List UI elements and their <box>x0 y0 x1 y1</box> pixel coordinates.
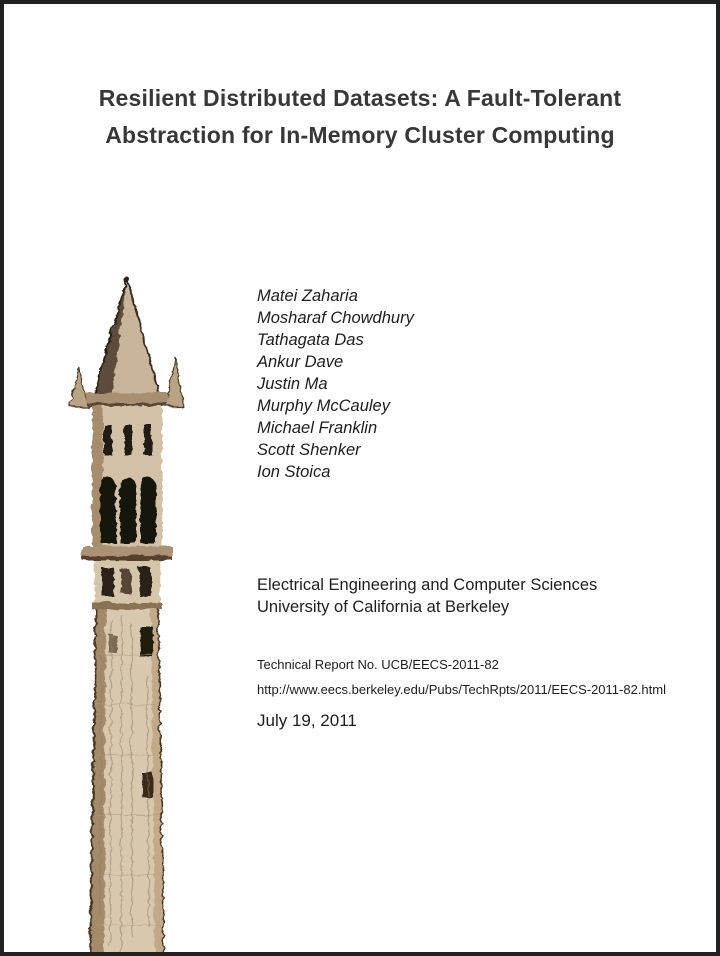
report-title-line-2: Abstraction for In-Memory Cluster Computing <box>105 122 615 148</box>
affiliation-block <box>257 574 597 618</box>
author-name: Michael Franklin <box>257 419 378 437</box>
affiliation-department: Electrical Engineering and Computer Sciences <box>257 576 598 594</box>
author-name: Mosharaf Chowdhury <box>257 309 414 327</box>
publication-date: July 19, 2011 <box>257 711 357 730</box>
report-title-line-1: Resilient Distributed Datasets: A Fault-Tolerant <box>98 85 622 111</box>
report-title <box>4 80 716 154</box>
author-name: Justin Ma <box>257 375 328 393</box>
tower-pinnacle-left <box>69 366 87 406</box>
report-url[interactable]: http://www.eecs.berkeley.edu/Pubs/TechRpts/2011/EECS-2011-82.html <box>257 681 666 697</box>
tower-illustration-group <box>69 276 183 956</box>
tower-finial <box>123 276 129 282</box>
belfry-arch <box>119 476 135 542</box>
author-name: Matei Zaharia <box>257 287 358 305</box>
author-name: Tathagata Das <box>257 331 364 349</box>
report-meta-block <box>257 653 666 702</box>
belfry-arch <box>99 476 115 542</box>
author-name: Murphy McCauley <box>257 397 390 415</box>
tower-pinnacle-right <box>165 356 183 406</box>
author-list <box>257 285 414 483</box>
report-number: Technical Report No. UCB/EECS-2011-82 <box>257 657 499 672</box>
campanile-tower-image <box>51 274 201 956</box>
author-name: Ankur Dave <box>257 353 344 371</box>
author-name: Ion Stoica <box>257 463 331 481</box>
affiliation-university: University of California at Berkeley <box>257 598 510 616</box>
campanile-tower-svg <box>51 274 201 956</box>
author-name: Scott Shenker <box>257 441 361 459</box>
belfry-arch <box>139 476 155 542</box>
